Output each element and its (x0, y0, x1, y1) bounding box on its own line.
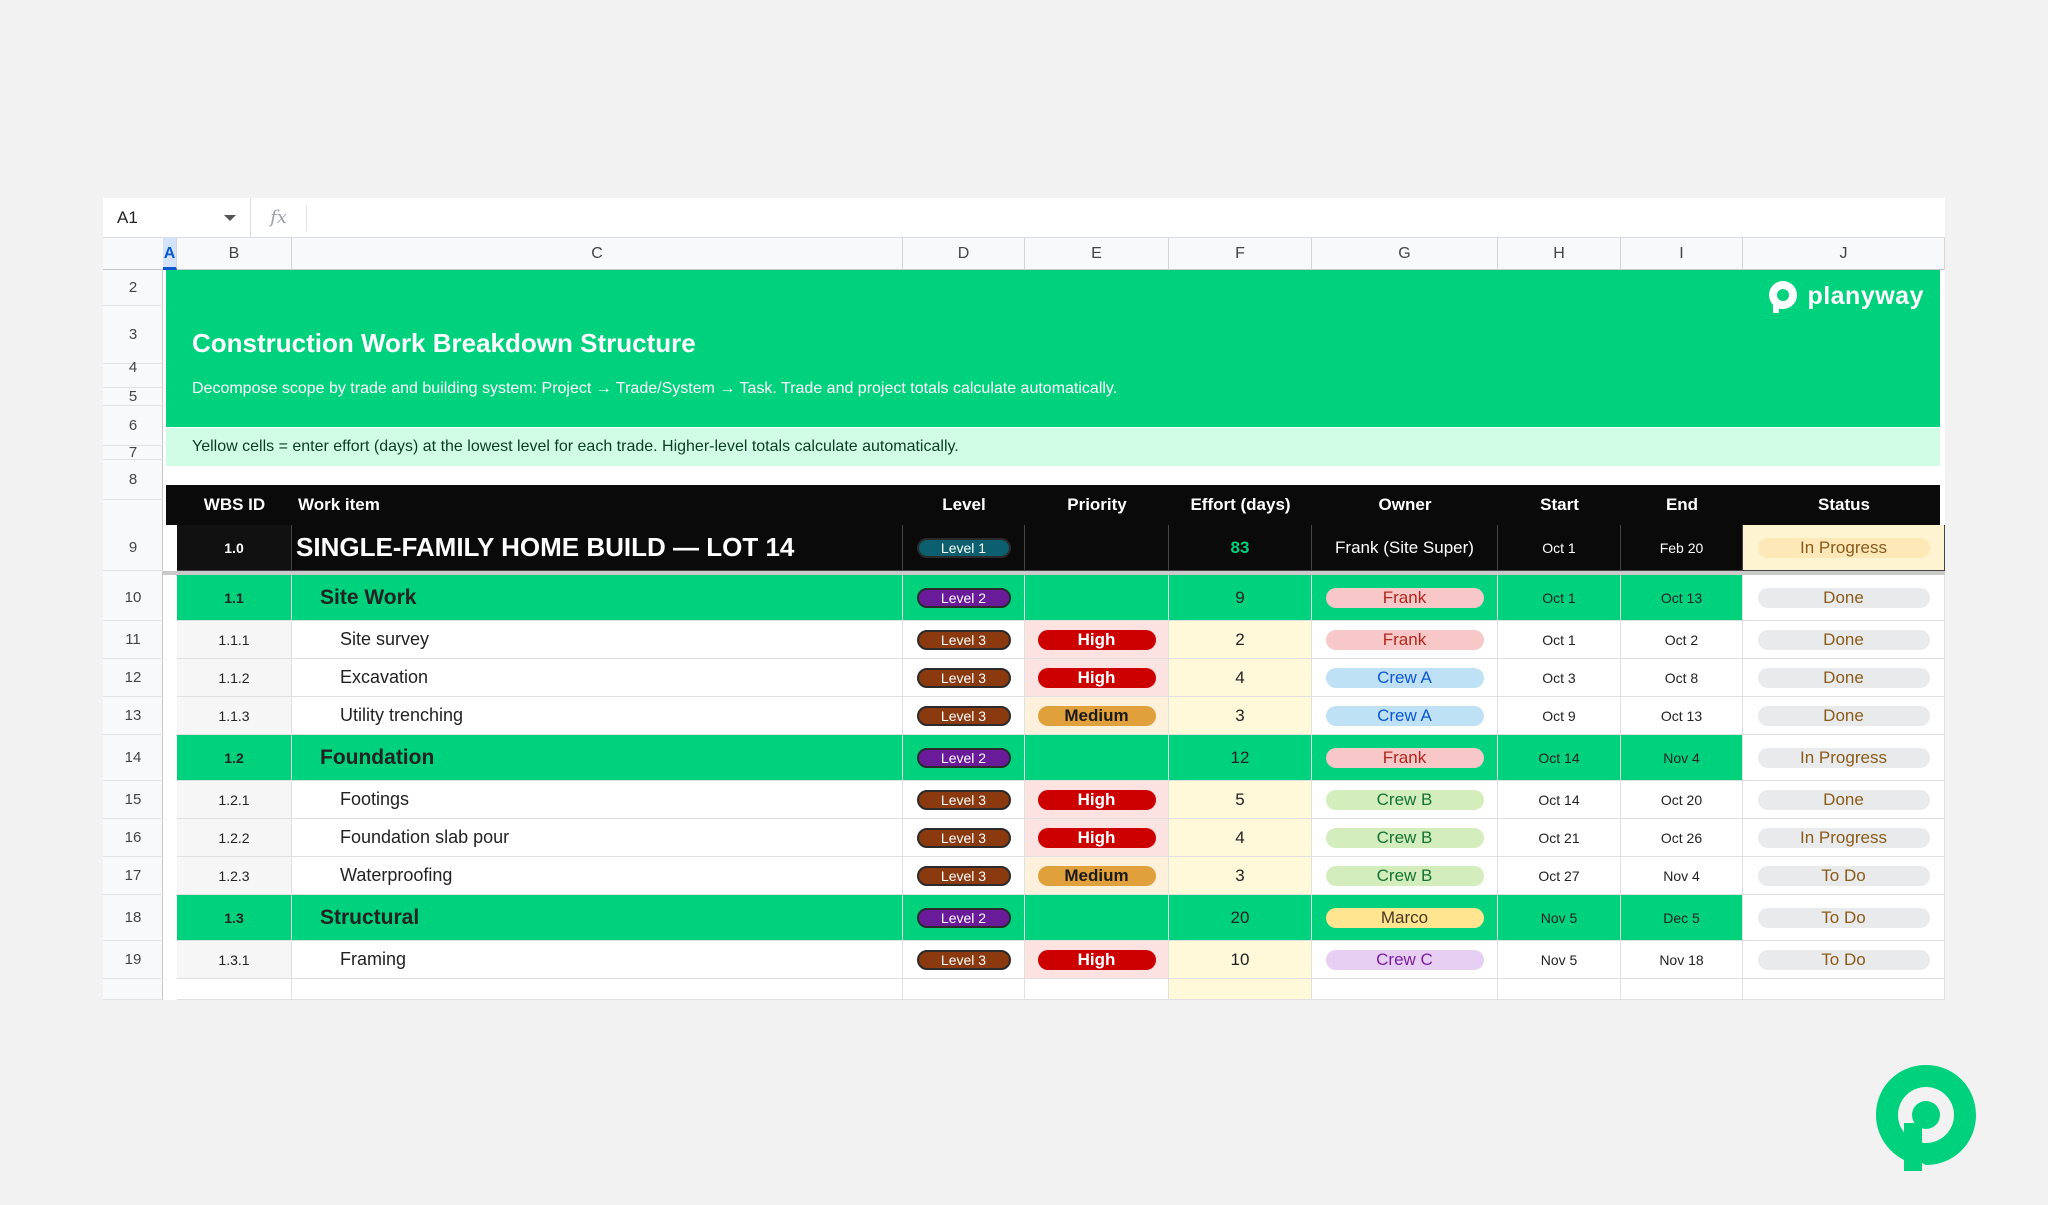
owner-chip[interactable]: Crew B (1326, 790, 1484, 810)
cell-effort[interactable]: 12 (1169, 735, 1312, 781)
table-row (163, 819, 1945, 857)
chevron-down-icon[interactable] (224, 215, 236, 221)
cell-id[interactable]: 1.1.3 (177, 697, 292, 735)
column-header-h[interactable]: H (1498, 238, 1621, 270)
cell-end[interactable]: Dec 5 (1621, 895, 1743, 941)
cell-end[interactable]: Oct 2 (1621, 621, 1743, 659)
cell-end[interactable]: Nov 4 (1621, 735, 1743, 781)
cell-end[interactable]: Nov 18 (1621, 941, 1743, 979)
cell-item[interactable] (292, 819, 903, 857)
cell-level[interactable] (903, 857, 1025, 895)
level-badge: Level 1 (917, 538, 1011, 558)
cell-partial (1169, 979, 1312, 1000)
status-chip[interactable]: Done (1758, 706, 1930, 726)
trade-row (163, 735, 1945, 781)
table-row (163, 857, 1945, 895)
cell-end[interactable]: Oct 8 (1621, 659, 1743, 697)
cell-level[interactable] (903, 819, 1025, 857)
cell-status[interactable] (1743, 659, 1945, 697)
cell-start[interactable]: Oct 21 (1498, 819, 1621, 857)
cell-status[interactable] (1743, 895, 1945, 941)
cell-start[interactable]: Nov 5 (1498, 895, 1621, 941)
header-effort-days: Effort (days) (1190, 495, 1291, 514)
cell-effort[interactable]: 4 (1169, 819, 1312, 857)
row-header-18[interactable]: 18 (103, 895, 163, 941)
cell-owner[interactable] (1312, 941, 1498, 979)
row-header-3[interactable]: 3 (103, 306, 163, 364)
cell-level[interactable] (903, 895, 1025, 941)
cell-end[interactable]: Feb 20 (1621, 525, 1743, 571)
cell-status[interactable] (1743, 857, 1945, 895)
cell-status[interactable] (1743, 735, 1945, 781)
cell-reference: A1 (117, 207, 138, 227)
level-badge: Level 3 (917, 668, 1011, 688)
column-header-c[interactable]: C (292, 238, 903, 270)
fx-icon: fx (251, 205, 307, 231)
column-header-i[interactable]: I (1621, 238, 1743, 270)
cell-level[interactable] (903, 525, 1025, 571)
cell-start[interactable]: Oct 1 (1498, 575, 1621, 621)
row-header-5[interactable]: 5 (103, 388, 163, 406)
header-owner: Owner (1378, 495, 1432, 514)
row-header-4[interactable]: 4 (103, 348, 163, 388)
cell-status[interactable] (1743, 697, 1945, 735)
cell-end[interactable]: Nov 4 (1621, 857, 1743, 895)
cell-level[interactable] (903, 941, 1025, 979)
cell-start[interactable]: Oct 14 (1498, 735, 1621, 781)
cell-end[interactable]: Oct 20 (1621, 781, 1743, 819)
cell-effort[interactable]: 2 (1169, 621, 1312, 659)
cell-effort[interactable]: 9 (1169, 575, 1312, 621)
cell-status[interactable] (1743, 621, 1945, 659)
cell-item[interactable] (292, 621, 903, 659)
level-badge: Level 3 (917, 630, 1011, 650)
partial-row (163, 979, 1945, 1000)
cell-owner[interactable] (1312, 659, 1498, 697)
row-header-19[interactable]: 19 (103, 941, 163, 979)
formula-bar (103, 198, 1945, 238)
cell-owner[interactable] (1312, 781, 1498, 819)
level-badge: Level 3 (917, 828, 1011, 848)
row-header-7[interactable]: 7 (103, 446, 163, 460)
column-header-a[interactable]: A (163, 238, 177, 270)
table-row (163, 781, 1945, 819)
cell-start[interactable]: Oct 9 (1498, 697, 1621, 735)
instruction-text: Yellow cells = enter effort (days) at the lowest level for each trade. Higher-level totals calculate automatically. (192, 438, 959, 455)
cell-end[interactable]: Oct 13 (1621, 697, 1743, 735)
status-chip[interactable]: Done (1758, 790, 1930, 810)
owner-chip[interactable]: Frank (1326, 630, 1484, 650)
cell-end[interactable]: Oct 26 (1621, 819, 1743, 857)
work-item-label: Framing (340, 949, 407, 969)
work-item-label: Footings (340, 789, 410, 809)
planyway-logo-icon (1874, 1063, 1978, 1173)
row-header-15[interactable]: 15 (103, 781, 163, 819)
row-header-8[interactable]: 8 (103, 460, 163, 500)
cell-owner[interactable] (1312, 621, 1498, 659)
cell-level[interactable] (903, 697, 1025, 735)
cell-partial (1498, 979, 1621, 1000)
planyway-icon (1765, 278, 1801, 314)
header-status: Status (1818, 495, 1870, 514)
work-item-label: Foundation (320, 745, 435, 769)
instruction-note (166, 428, 1940, 466)
level-badge: Level 3 (917, 790, 1011, 810)
row-header-13[interactable]: 13 (103, 697, 163, 735)
cell-status[interactable] (1743, 575, 1945, 621)
priority-badge[interactable]: Medium (1038, 706, 1156, 726)
level-badge: Level 2 (917, 588, 1011, 608)
row-header-11[interactable]: 11 (103, 621, 163, 659)
header-start: Start (1540, 495, 1579, 514)
cell-start[interactable]: Oct 3 (1498, 659, 1621, 697)
header-work-item: Work item (298, 495, 380, 514)
work-item-label: Site Work (320, 585, 417, 609)
cell-start[interactable]: Oct 27 (1498, 857, 1621, 895)
cell-effort[interactable]: 4 (1169, 659, 1312, 697)
owner-chip[interactable]: Crew C (1326, 950, 1484, 970)
cell-priority[interactable] (1025, 659, 1169, 697)
row-header-10[interactable]: 10 (103, 575, 163, 621)
level-badge: Level 2 (917, 748, 1011, 768)
cell-owner[interactable]: Frank (Site Super) (1312, 525, 1498, 571)
priority-badge[interactable]: High (1038, 668, 1156, 688)
status-chip[interactable]: Done (1758, 588, 1930, 608)
cell-partial (177, 979, 292, 1000)
owner-chip[interactable]: Crew A (1326, 706, 1484, 726)
row-header-9[interactable]: 9 (103, 525, 163, 571)
level-badge: Level 2 (917, 908, 1011, 928)
cell-owner[interactable] (1312, 819, 1498, 857)
cell-effort[interactable]: 3 (1169, 697, 1312, 735)
cell-priority[interactable] (1025, 895, 1169, 941)
cell-id[interactable]: 1.3 (177, 895, 292, 941)
spreadsheet (103, 198, 1945, 1000)
cell-id[interactable]: 1.1.1 (177, 621, 292, 659)
status-chip[interactable]: Done (1758, 668, 1930, 688)
cell-priority[interactable] (1025, 525, 1169, 571)
cell-item[interactable] (292, 697, 903, 735)
owner-chip[interactable]: Frank (1326, 588, 1484, 608)
cell-owner[interactable] (1312, 895, 1498, 941)
priority-badge[interactable]: High (1038, 790, 1156, 810)
status-chip[interactable]: To Do (1758, 950, 1930, 970)
work-item-label: Excavation (340, 667, 429, 687)
cell-id[interactable]: 1.1 (177, 575, 292, 621)
cell-priority[interactable] (1025, 697, 1169, 735)
status-chip[interactable]: Done (1758, 630, 1930, 650)
cell-effort[interactable]: 20 (1169, 895, 1312, 941)
owner-chip[interactable]: Crew B (1326, 866, 1484, 886)
status-chip[interactable]: In Progress (1758, 538, 1930, 558)
cell-item[interactable] (292, 781, 903, 819)
cell-partial (1312, 979, 1498, 1000)
formula-input[interactable] (307, 198, 1945, 238)
cell-item[interactable] (292, 659, 903, 697)
cell-id[interactable]: 1.2.1 (177, 781, 292, 819)
row-header-17[interactable]: 17 (103, 857, 163, 895)
column-header-g[interactable]: G (1312, 238, 1498, 270)
cell-level[interactable] (903, 735, 1025, 781)
cell-status[interactable] (1743, 781, 1945, 819)
cell-effort[interactable]: 3 (1169, 857, 1312, 895)
cell-partial (1743, 979, 1945, 1000)
cell-priority[interactable] (1025, 621, 1169, 659)
row-header-2[interactable]: 2 (103, 270, 163, 306)
cell-start[interactable]: Oct 1 (1498, 621, 1621, 659)
cell-status[interactable] (1743, 819, 1945, 857)
level-badge: Level 3 (917, 950, 1011, 970)
cell-id[interactable]: 1.2.2 (177, 819, 292, 857)
cell-id[interactable]: 1.3.1 (177, 941, 292, 979)
column-header-j[interactable]: J (1743, 238, 1945, 270)
cell-priority[interactable] (1025, 575, 1169, 621)
cell-level[interactable] (903, 659, 1025, 697)
work-item-label: SINGLE-FAMILY HOME BUILD — LOT 14 (296, 532, 795, 562)
cell-id[interactable]: 1.2.3 (177, 857, 292, 895)
priority-badge[interactable]: High (1038, 828, 1156, 848)
owner-chip[interactable]: Crew B (1326, 828, 1484, 848)
cell-owner[interactable] (1312, 857, 1498, 895)
project-row (163, 525, 1945, 571)
cell-level[interactable] (903, 575, 1025, 621)
cell-start[interactable]: Oct 14 (1498, 781, 1621, 819)
priority-badge[interactable]: Medium (1038, 866, 1156, 886)
work-item-label: Structural (320, 905, 420, 929)
cell-priority[interactable] (1025, 781, 1169, 819)
work-item-label: Site survey (340, 629, 430, 649)
cell-end[interactable]: Oct 13 (1621, 575, 1743, 621)
row-header-12[interactable]: 12 (103, 659, 163, 697)
brand-logo-small (1765, 278, 1924, 314)
cell-start[interactable]: Nov 5 (1498, 941, 1621, 979)
header-priority: Priority (1067, 495, 1127, 514)
title-banner (166, 270, 1940, 427)
table-row (163, 621, 1945, 659)
cell-owner[interactable] (1312, 575, 1498, 621)
cell-owner[interactable] (1312, 697, 1498, 735)
table-row (163, 941, 1945, 979)
cell-item[interactable] (292, 941, 903, 979)
cell-item[interactable] (292, 575, 903, 621)
cell-owner[interactable] (1312, 735, 1498, 781)
priority-badge[interactable]: High (1038, 630, 1156, 650)
sheet-subtitle: Decompose scope by trade and building system: Project → Trade/System → Task. Trade and project totals calculate automatically. (192, 380, 1118, 397)
work-item-label: Utility trenching (340, 705, 464, 725)
cell-item[interactable] (292, 525, 903, 571)
cell-id[interactable]: 1.0 (177, 525, 292, 571)
cell-partial (1621, 979, 1743, 1000)
name-box[interactable] (103, 198, 251, 238)
cell-effort[interactable]: 10 (1169, 941, 1312, 979)
cell-status[interactable] (1743, 941, 1945, 979)
work-item-label: Foundation slab pour (340, 827, 510, 847)
cell-id[interactable]: 1.2 (177, 735, 292, 781)
table-header (166, 485, 1940, 525)
owner-chip[interactable]: Frank (1326, 748, 1484, 768)
trade-row (163, 895, 1945, 941)
column-header-f[interactable]: F (1169, 238, 1312, 270)
level-badge: Level 3 (917, 706, 1011, 726)
cell-id[interactable]: 1.1.2 (177, 659, 292, 697)
column-header (103, 238, 1945, 270)
priority-badge[interactable]: High (1038, 950, 1156, 970)
cell-partial (1025, 979, 1169, 1000)
grid (163, 270, 1945, 1000)
status-chip[interactable]: To Do (1758, 908, 1930, 928)
column-header-d[interactable]: D (903, 238, 1025, 270)
row-header (103, 270, 163, 1000)
sheet-title: Construction Work Breakdown Structure (192, 328, 696, 358)
cell-item[interactable] (292, 735, 903, 781)
cell-status[interactable] (1743, 525, 1945, 571)
cell-priority[interactable] (1025, 819, 1169, 857)
status-chip[interactable]: To Do (1758, 866, 1930, 886)
cell-item[interactable] (292, 895, 903, 941)
table-row (163, 659, 1945, 697)
row-header-6[interactable]: 6 (103, 406, 163, 446)
cell-start[interactable]: Oct 1 (1498, 525, 1621, 571)
cell-item[interactable] (292, 857, 903, 895)
header-wbs-id: WBS ID (203, 495, 266, 514)
owner-chip[interactable]: Marco (1326, 908, 1484, 928)
column-header-e[interactable]: E (1025, 238, 1169, 270)
cell-partial (292, 979, 903, 1000)
cell-priority[interactable] (1025, 857, 1169, 895)
header-level: Level (942, 495, 986, 514)
status-chip[interactable]: In Progress (1758, 828, 1930, 848)
status-chip[interactable]: In Progress (1758, 748, 1930, 768)
row-header-16[interactable]: 16 (103, 819, 163, 857)
cell-level[interactable] (903, 621, 1025, 659)
cell-priority[interactable] (1025, 735, 1169, 781)
table-row (163, 697, 1945, 735)
row-header-partial[interactable] (103, 979, 163, 1000)
brand-name: planyway (1807, 281, 1924, 310)
level-badge: Level 3 (917, 866, 1011, 886)
cell-priority[interactable] (1025, 941, 1169, 979)
header-end: End (1665, 495, 1699, 514)
cell-level[interactable] (903, 781, 1025, 819)
work-item-label: Waterproofing (340, 865, 453, 885)
owner-chip[interactable]: Crew A (1326, 668, 1484, 688)
cell-effort[interactable]: 83 (1169, 525, 1312, 571)
cell-partial (903, 979, 1025, 1000)
row-header-14[interactable]: 14 (103, 735, 163, 781)
column-header-b[interactable]: B (177, 238, 292, 270)
trade-row (163, 575, 1945, 621)
cell-effort[interactable]: 5 (1169, 781, 1312, 819)
